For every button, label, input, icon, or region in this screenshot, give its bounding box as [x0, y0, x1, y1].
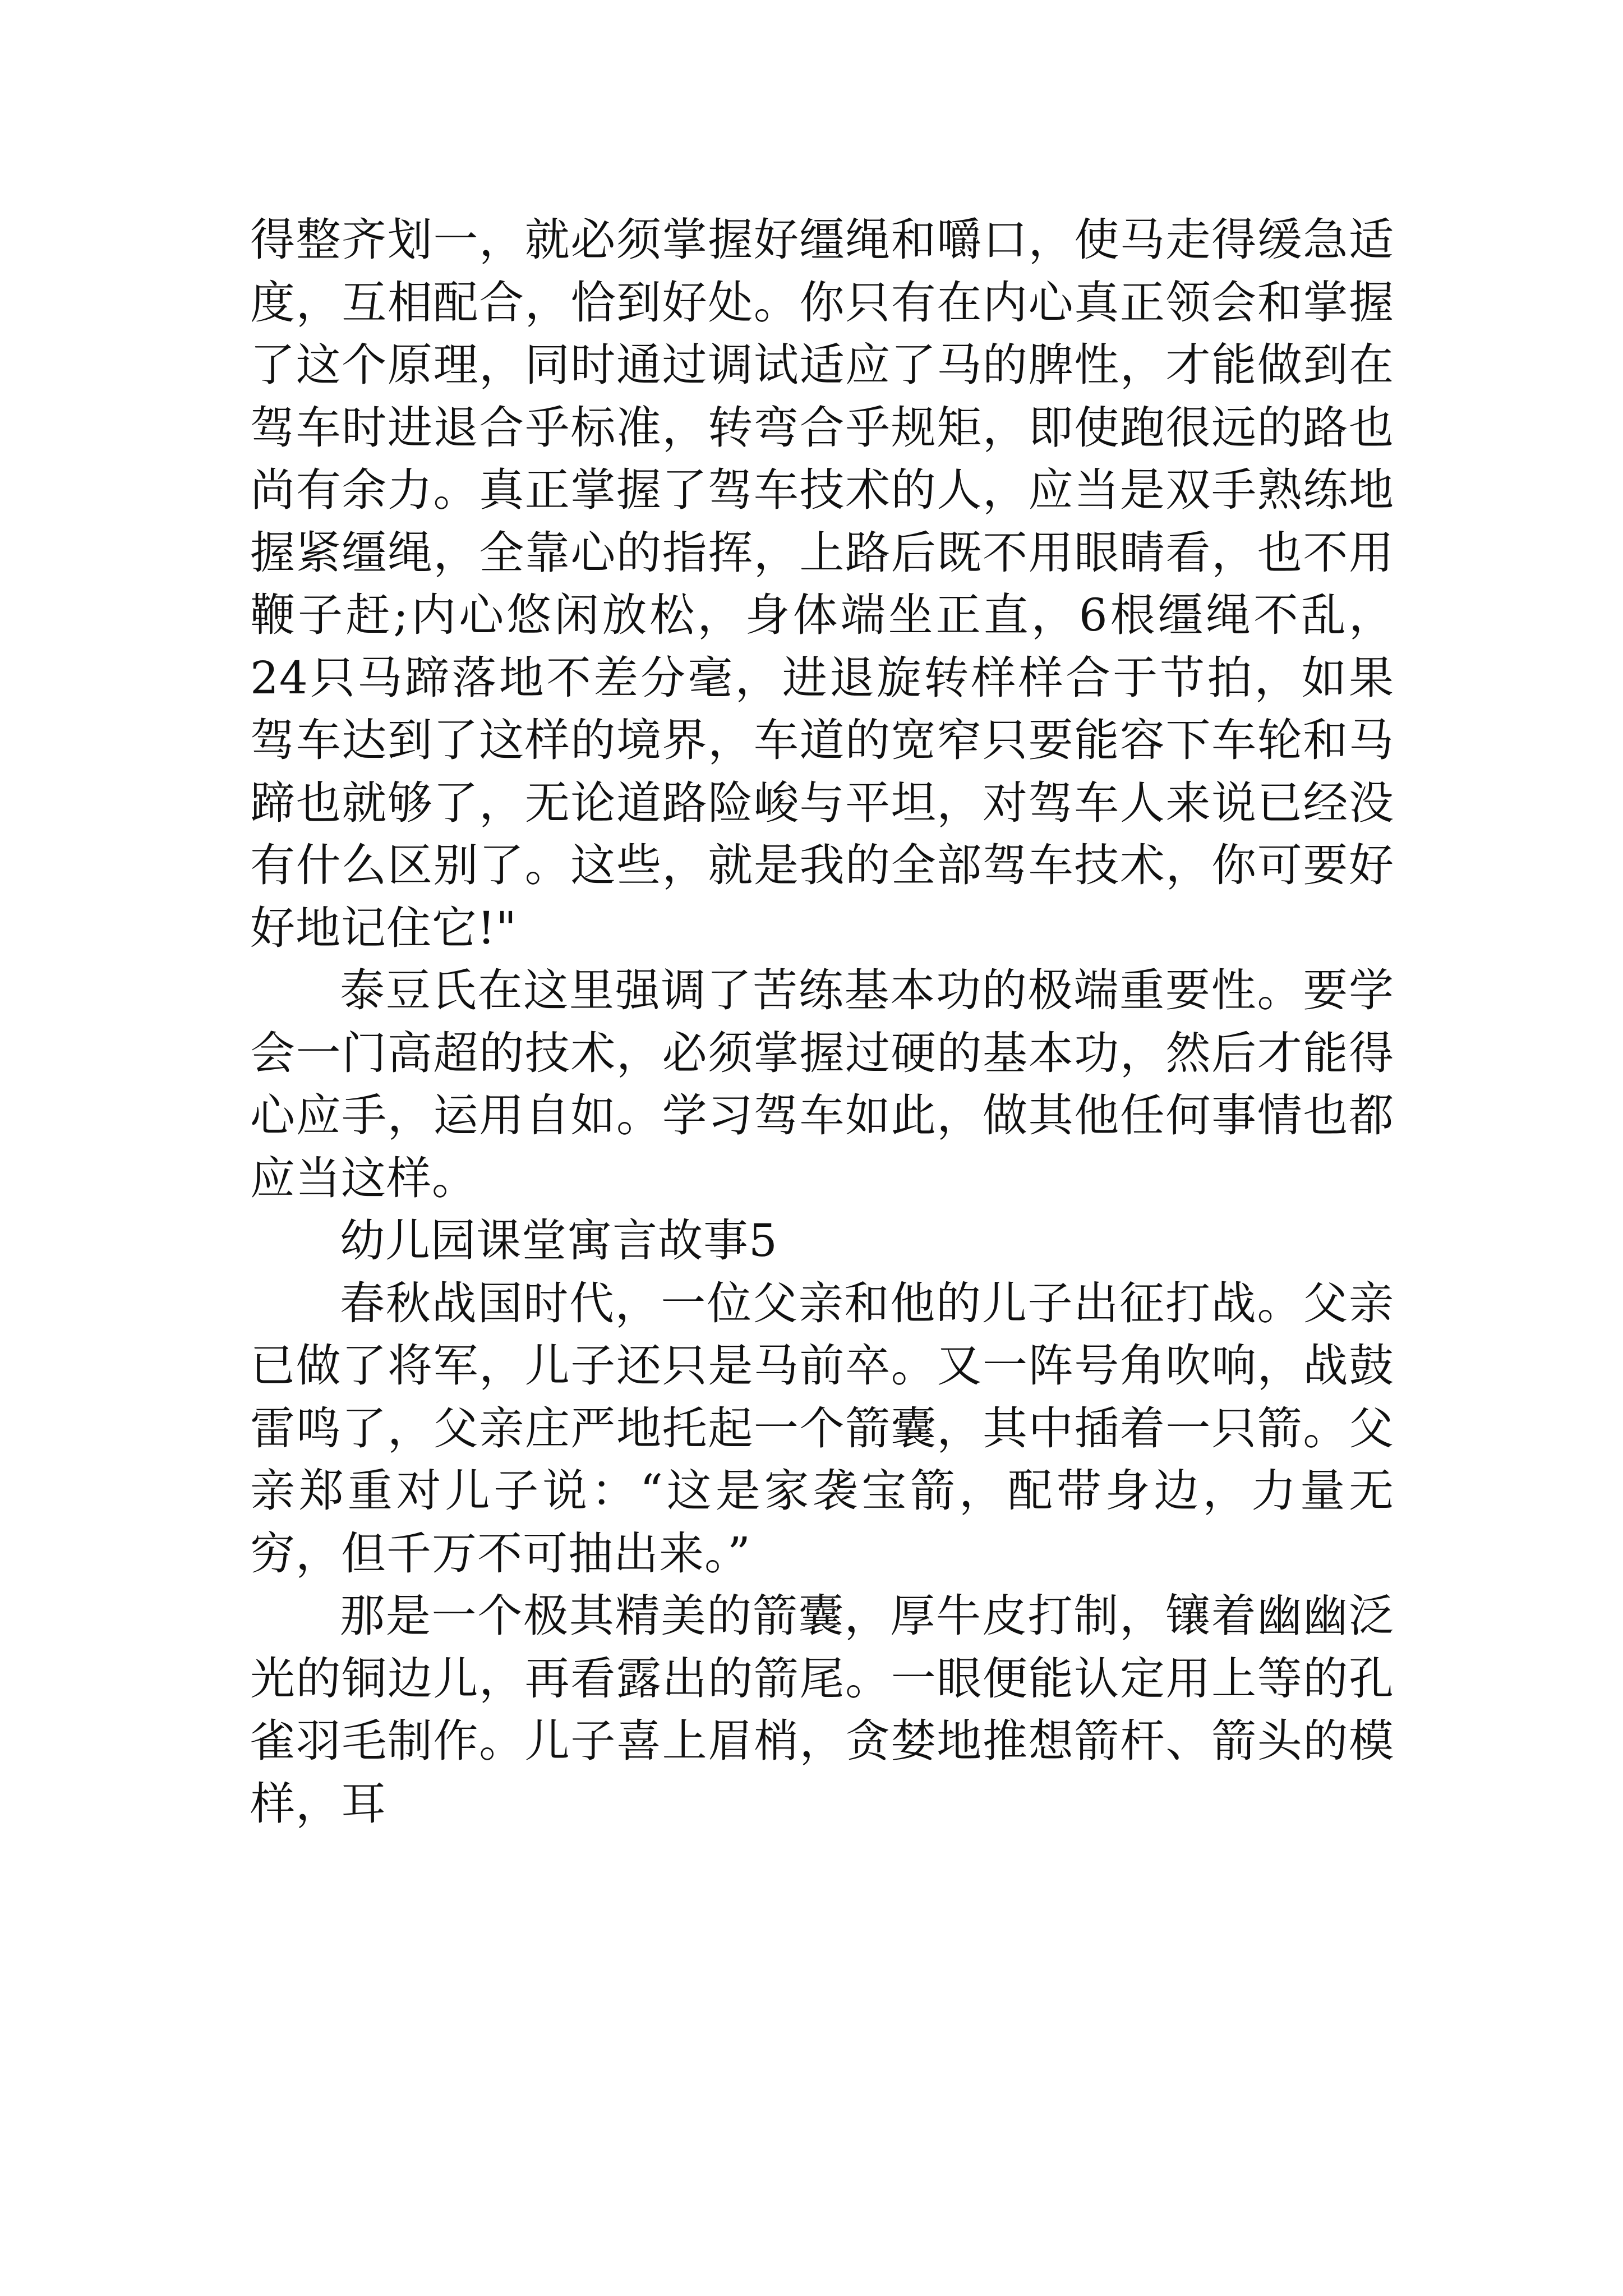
paragraph-story-intro: 春秋战国时代，一位父亲和他的儿子出征打战。父亲已做了将军，儿子还只是马前卒。又一阵号角吹响，战鼓雷鸣了，父亲庄严地托起一个箭囊，其中插着一只箭。父亲郑重对儿子说：“这是家袭宝箭，配带身边，力量无穷，但千万不可抽出来。” [250, 1277, 1394, 1580]
paragraph-commentary: 泰豆氏在这里强调了苦练基本功的极端重要性。要学会一门高超的技术，必须掌握过硬的基本功，然后才能得心应手，运用自如。学习驾车如此，做其他任何事情也都应当这样。 [250, 964, 1394, 1204]
paragraph-continued: 得整齐划一，就必须掌握好缰绳和嚼口，使马走得缓急适度，互相配合，恰到好处。你只有在内心真正领会和掌握了这个原理，同时通过调试适应了马的脾性，才能做到在驾车时进退合乎标准，转弯合乎规矩，即使跑很远的路也尚有余力。真正掌握了驾车技术的人，应当是双手熟练地握紧缰绳，全靠心的指挥，上路后既不用眼睛看，也不用鞭子赶;内心悠闲放松，身体端坐正直，6根缰绳不乱，24只马蹄落地不差分毫，进退旋转样样合于节拍，如果驾车达到了这样的境界，车道的宽窄只要能容下车轮和马蹄也就够了，无论道路险峻与平坦，对驾车人来说已经没有什么区别了。这些，就是我的全部驾车技术，你可要好好地记住它!" [250, 214, 1394, 954]
paragraph-quiver: 那是一个极其精美的箭囊，厚牛皮打制，镶着幽幽泛光的铜边儿，再看露出的箭尾。一眼便能认定用上等的孔雀羽毛制作。儿子喜上眉梢，贪婪地推想箭杆、箭头的模样，耳 [250, 1590, 1394, 1830]
body-text [250, 209, 1394, 1835]
section-heading: 幼儿园课堂寓言故事5 [340, 1214, 778, 1267]
